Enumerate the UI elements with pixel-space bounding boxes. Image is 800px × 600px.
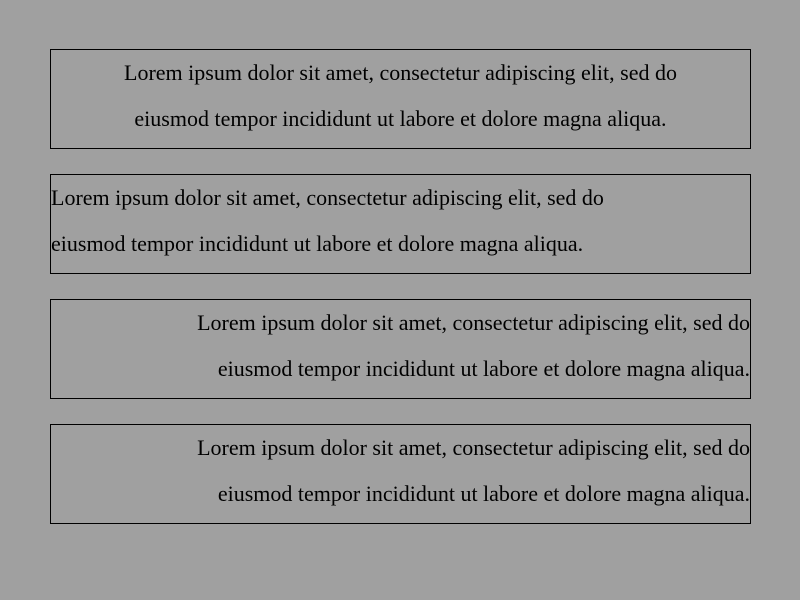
text-line: eiusmod tempor incididunt ut labore et dolore magna aliqua. [217,481,750,506]
text-line: eiusmod tempor incididunt ut labore et dolore magna aliqua. [51,231,584,256]
text-line: eiusmod tempor incididunt ut labore et dolore magna aliqua. [217,356,750,381]
text-box-right-aligned [50,424,751,524]
text-line: eiusmod tempor incididunt ut labore et dolore magna aliqua. [134,106,667,131]
text-box-centered [50,49,751,149]
text-box-left-aligned [50,174,751,274]
text-line: Lorem ipsum dolor sit amet, consectetur adipiscing elit, sed do [197,310,750,335]
text-box-right-aligned [50,299,751,399]
text-line: Lorem ipsum dolor sit amet, consectetur adipiscing elit, sed do [197,435,750,460]
text-line: Lorem ipsum dolor sit amet, consectetur adipiscing elit, sed do [51,185,604,210]
text-line: Lorem ipsum dolor sit amet, consectetur adipiscing elit, sed do [124,60,677,85]
